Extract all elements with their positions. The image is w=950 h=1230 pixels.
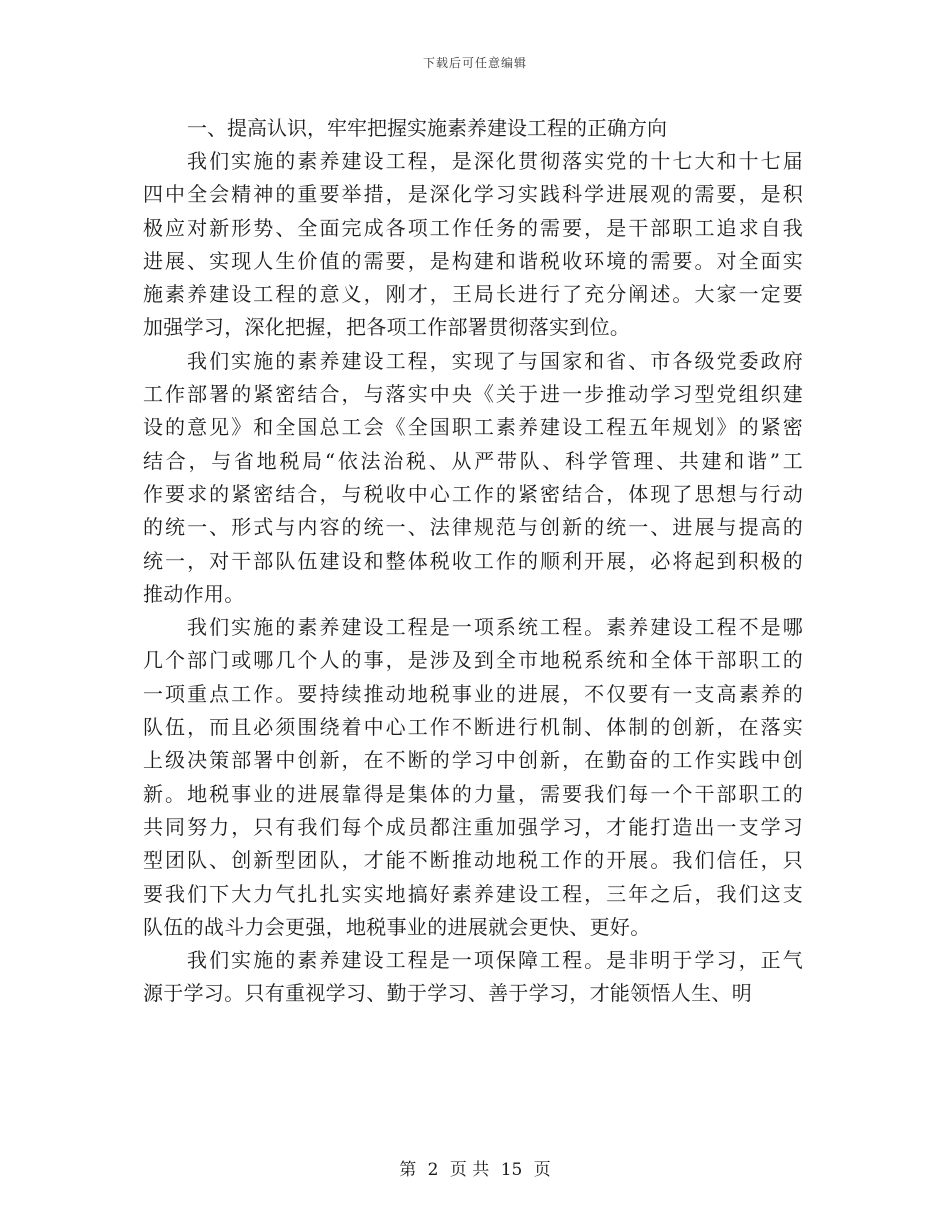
current-page-number: 2: [427, 1160, 439, 1180]
paragraph: [143, 944, 803, 1011]
paragraph-line: 施素养建设工程的意义，刚才，王局长进行了充分阐述。大家一定要: [143, 282, 803, 307]
paragraph-line: 队伍，而且必须围绕着中心工作不断进行机制、体制的创新，在落实: [143, 715, 803, 740]
footer-suffix: 页: [533, 1160, 551, 1180]
paragraph-line: 统一，对干部队伍建设和整体税收工作的顺利开展，必将起到积极的: [143, 548, 803, 573]
header-note: 下载后可任意编辑: [422, 56, 527, 70]
paragraph-line: 工作部署的紧密结合，与落实中央《关于进一步推动学习型党组织建: [143, 382, 803, 407]
paragraph-line: 极应对新形势、全面完成各项工作任务的需要，是干部职工追求自我: [143, 215, 803, 240]
paragraph-line: 我们实施的素养建设工程是一项保障工程。是非明于学习，正气: [187, 948, 803, 973]
paragraph-line: 要我们下大力气扎扎实实地搞好素养建设工程，三年之后，我们这支: [143, 881, 803, 906]
paragraph-line: 加强学习，深化把握，把各项工作部署贯彻落实到位。: [143, 315, 631, 340]
paragraph-line: 我们实施的素养建设工程是一项系统工程。素养建设工程不是哪: [187, 615, 803, 640]
total-page-count: 15: [500, 1160, 523, 1180]
footer-mid: 页 共: [449, 1160, 490, 1180]
paragraph-line: 我们实施的素养建设工程，是深化贯彻落实党的十七大和十七届: [187, 149, 803, 173]
paragraph-line: 队伍的战斗力会更强，地税事业的进展就会更快、更好。: [143, 914, 651, 939]
paragraph-list: [143, 145, 803, 1011]
paragraph-line: 进展、实现人生价值的需要，是构建和谐税收环境的需要。对全面实: [143, 248, 803, 273]
paragraph-line: 的统一、形式与内容的统一、法律规范与创新的统一、进展与提高的: [143, 515, 803, 540]
paragraph-line: 推动作用。: [143, 581, 245, 606]
paragraph: [143, 345, 803, 611]
paragraph-line: 四中全会精神的重要举措，是深化学习实践科学进展观的需要，是积: [143, 182, 803, 207]
paragraph-line: 设的意见》和全国总工会《全国职工素养建设工程五年规划》的紧密: [143, 415, 803, 440]
paragraph-line: 我们实施的素养建设工程，实现了与国家和省、市各级党委政府: [187, 348, 803, 373]
section-heading: 一、提高认识，牢牢把握实施素养建设工程的正确方向: [187, 116, 667, 140]
paragraph-line: 共同努力，只有我们每个成员都注重加强学习，才能打造出一支学习: [143, 814, 803, 839]
paragraph-line: 上级决策部署中创新，在不断的学习中创新，在勤奋的工作实践中创: [143, 748, 803, 773]
paragraph-line: 作要求的紧密结合，与税收中心工作的紧密结合，体现了思想与行动: [143, 481, 803, 506]
paragraph-line: 源于学习。只有重视学习、勤于学习、善于学习，才能领悟人生、明: [143, 981, 752, 1006]
page-footer: [0, 1155, 950, 1180]
paragraph-line: 新。地税事业的进展靠得是集体的力量，需要我们每一个干部职工的: [143, 781, 803, 806]
paragraph-line: 结合，与省地税局“依法治税、从严带队、科学管理、共建和谐”工: [143, 448, 803, 473]
paragraph: [143, 145, 803, 345]
paragraph-line: 几个部门或哪几个人的事，是涉及到全市地税系统和全体干部职工的: [143, 648, 803, 673]
footer-prefix: 第: [399, 1160, 417, 1180]
document-body: [143, 112, 803, 1011]
paragraph-line: 型团队、创新型团队，才能不断推动地税工作的开展。我们信任，只: [143, 848, 803, 873]
paragraph-line: 一项重点工作。要持续推动地税事业的进展，不仅要有一支高素养的: [143, 681, 803, 706]
paragraph: [143, 611, 803, 944]
